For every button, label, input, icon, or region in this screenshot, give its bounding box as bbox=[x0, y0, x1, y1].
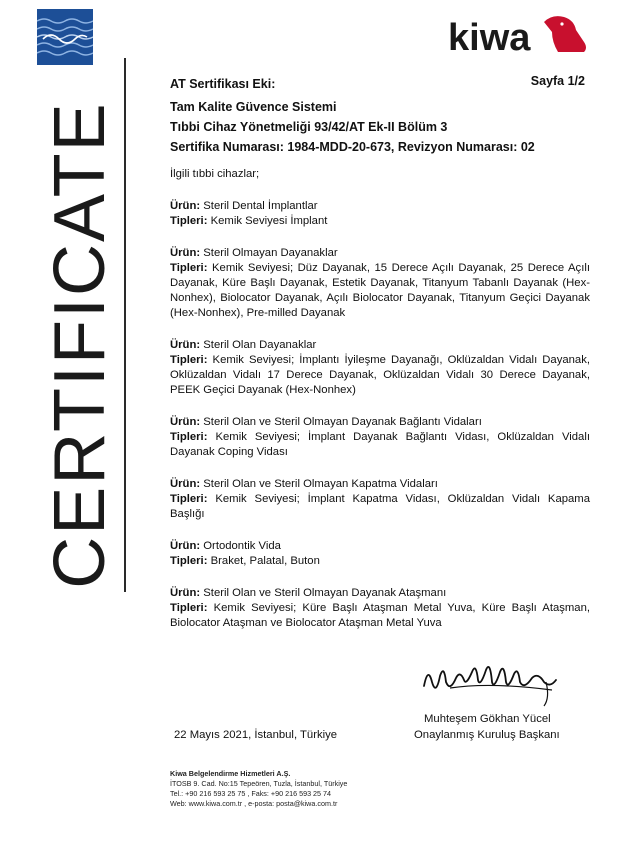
types-label: Tipleri: bbox=[170, 493, 208, 505]
signatory-title: Onaylanmış Kuruluş Başkanı bbox=[414, 729, 560, 741]
product-section bbox=[170, 415, 590, 460]
footer-phone: Tel.: +90 216 593 25 75 , Faks: +90 216 593 25 74 bbox=[170, 789, 332, 798]
emblem-pattern-icon bbox=[37, 9, 93, 65]
certificate-vertical-title: CERTIFICATE bbox=[40, 101, 120, 589]
header-line-2: Tam Kalite Güvence Sistemi bbox=[170, 100, 337, 114]
certificate-body bbox=[170, 74, 590, 631]
types-label: Tipleri: bbox=[170, 555, 208, 567]
types-value: Kemik Seviyesi; Küre Başlı Ataşman Metal Yuva, Küre Başlı Ataşman, Biolocator Ataşman ve Biolocator Ataşman Metal Yuva bbox=[170, 602, 590, 629]
types-value: Kemik Seviyesi; İmplant Dayanak Bağlantı Vidası, Oklüzaldan Vidalı Dayanak Coping Vidası bbox=[170, 431, 590, 458]
product-label: Ürün: bbox=[170, 540, 201, 552]
types-value: Kemik Seviyesi; İmplant Kapatma Vidası, Oklüzaldan Vidalı Kapama Başlığı bbox=[170, 493, 590, 520]
product-section bbox=[170, 338, 590, 398]
intro-text: İlgili tıbbi cihazlar; bbox=[170, 168, 260, 180]
product-name: Steril Dental İmplantlar bbox=[203, 200, 318, 212]
product-section bbox=[170, 477, 590, 522]
footer bbox=[170, 769, 347, 809]
signatory-name: Muhteşem Gökhan Yücel bbox=[424, 713, 551, 725]
types-label: Tipleri: bbox=[170, 602, 208, 614]
types-label: Tipleri: bbox=[170, 215, 208, 227]
signature-image bbox=[420, 652, 560, 708]
header-line-4: Sertifika Numarası: 1984-MDD-20-673, Revizyon Numarası: 02 bbox=[170, 140, 535, 154]
product-label: Ürün: bbox=[170, 247, 201, 259]
kiwa-logo-text: kiwa bbox=[448, 17, 531, 58]
header-line-1: AT Sertifikası Eki: bbox=[170, 77, 276, 91]
product-name: Steril Olan ve Steril Olmayan Dayanak Ataşmanı bbox=[203, 587, 447, 599]
kiwa-logo bbox=[448, 12, 590, 58]
product-label: Ürün: bbox=[170, 200, 201, 212]
kiwa-bird-icon bbox=[544, 16, 586, 52]
types-value: Kemik Seviyesi; Düz Dayanak, 15 Derece Açılı Dayanak, 25 Derece Açılı Dayanak, Küre Başlı Dayanak, Estetik Dayanak, Titanyum Tabanlı Dayanak (Hex-Nonhex), Biolocator Dayanak, Açılı Biolocator Dayanak, Titanyum Geçici Dayanak (Hex-Nonhex), Pre-milled Dayanak bbox=[170, 262, 590, 319]
footer-address: İTOSB 9. Cad. No:15 Tepeören, Tuzla, İstanbul, Türkiye bbox=[170, 779, 348, 788]
product-section bbox=[170, 539, 590, 569]
product-section bbox=[170, 246, 590, 321]
types-value: Kemik Seviyesi İmplant bbox=[210, 215, 328, 227]
footer-company: Kiwa Belgelendirme Hizmetleri A.Ş. bbox=[170, 769, 291, 778]
types-label: Tipleri: bbox=[170, 262, 208, 274]
page-number: Sayfa 1/2 bbox=[530, 74, 585, 88]
types-label: Tipleri: bbox=[170, 431, 208, 443]
product-name: Ortodontik Vida bbox=[203, 540, 281, 552]
product-name: Steril Olan ve Steril Olmayan Kapatma Vidaları bbox=[203, 478, 438, 490]
date-place: 22 Mayıs 2021, İstanbul, Türkiye bbox=[174, 729, 338, 741]
header-line-3: Tıbbi Cihaz Yönetmeliği 93/42/AT Ek-II Bölüm 3 bbox=[170, 120, 448, 134]
product-section bbox=[170, 586, 590, 631]
product-label: Ürün: bbox=[170, 478, 201, 490]
product-label: Ürün: bbox=[170, 339, 201, 351]
product-label: Ürün: bbox=[170, 416, 201, 428]
product-label: Ürün: bbox=[170, 587, 201, 599]
product-section bbox=[170, 199, 590, 229]
product-name: Steril Olmayan Dayanaklar bbox=[203, 247, 338, 259]
types-value: Braket, Palatal, Buton bbox=[210, 555, 320, 567]
emblem-logo bbox=[37, 9, 93, 65]
types-label: Tipleri: bbox=[170, 354, 208, 366]
vertical-divider bbox=[124, 58, 126, 592]
types-value: Kemik Seviyesi; İmplantı İyileşme Dayanağı, Oklüzaldan Vidalı Dayanak, Oklüzaldan Vidalı 17 Derece Dayanak, Oklüzaldan Vidalı 30 Derece Dayanak, PEEK Geçici Dayanak (Hex-Nonhex) bbox=[170, 354, 590, 396]
footer-web: Web: www.kiwa.com.tr , e-posta: posta@kiwa.com.tr bbox=[170, 799, 338, 808]
product-name: Steril Olan Dayanaklar bbox=[203, 339, 317, 351]
product-name: Steril Olan ve Steril Olmayan Dayanak Bağlantı Vidaları bbox=[203, 416, 482, 428]
